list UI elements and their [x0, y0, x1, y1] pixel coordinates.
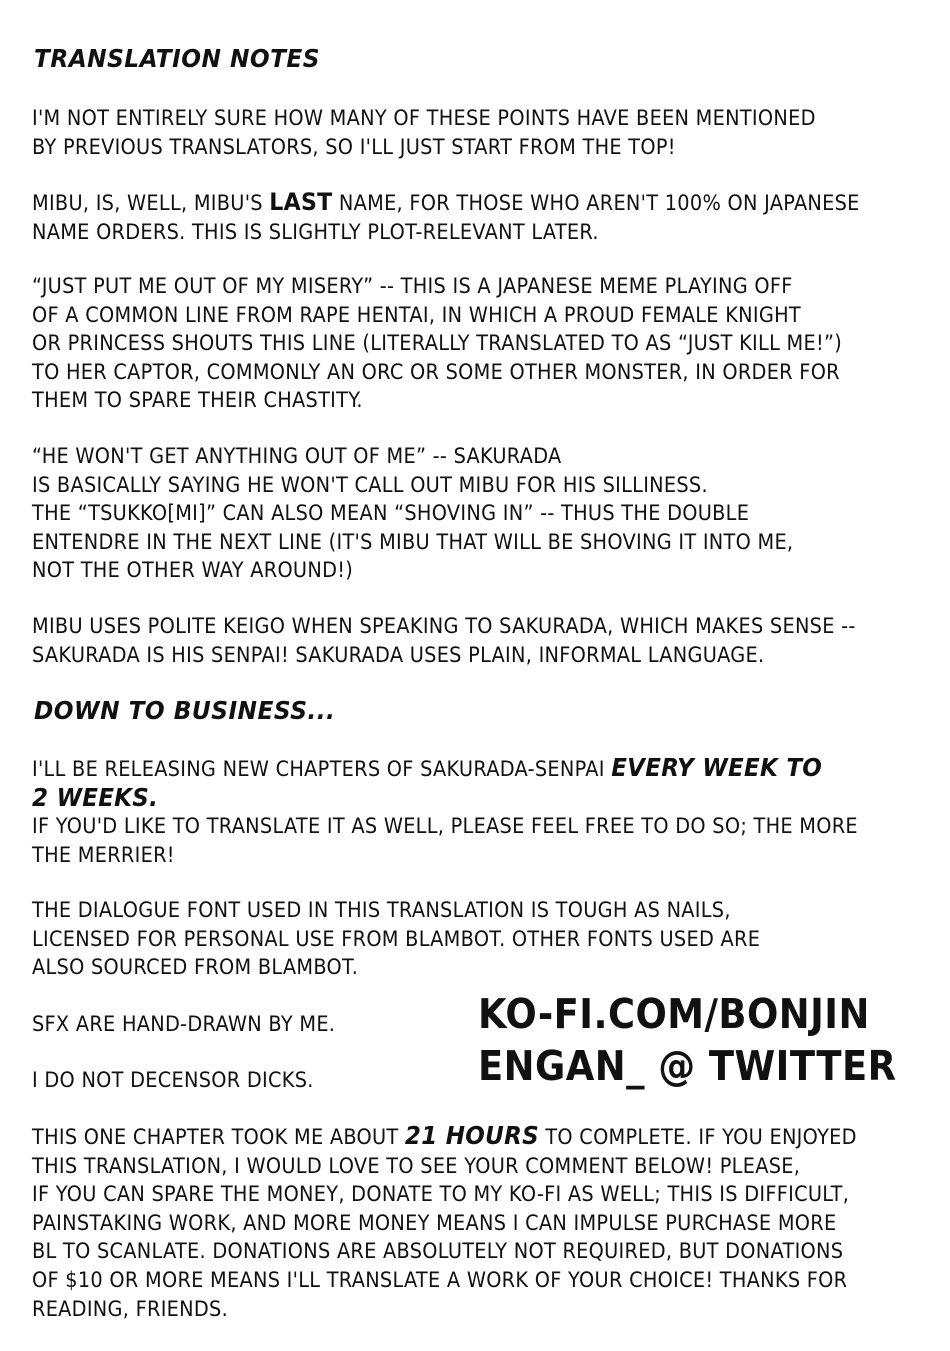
business-paragraph-2 — [32, 896, 760, 982]
text-line: THE MERRIER! — [32, 842, 175, 867]
text-line: THEM TO SPARE THEIR CHASTITY. — [32, 388, 363, 413]
text-line: IF YOU CAN SPARE THE MONEY, DONATE TO MY KO-FI AS WELL; THIS IS DIFFICULT, — [32, 1182, 850, 1207]
text-segment: THIS ONE CHAPTER TOOK ME ABOUT — [32, 1125, 405, 1149]
text-line: IS BASICALLY SAYING HE WON'T CALL OUT MIBU FOR HIS SILLINESS. — [32, 472, 708, 497]
text-line: PAINSTAKING WORK, AND MORE MONEY MEANS I CAN IMPULSE PURCHASE MORE — [32, 1210, 837, 1235]
notes-paragraph-1 — [32, 104, 816, 161]
text-line: OF A COMMON LINE FROM RAPE HENTAI, IN WHICH A PROUD FEMALE KNIGHT — [32, 302, 801, 327]
text-line: TO HER CAPTOR, COMMONLY AN ORC OR SOME OTHER MONSTER, IN ORDER FOR — [32, 359, 840, 384]
business-paragraph-1 — [32, 754, 858, 869]
text-line: THE “TSUKKO[MI]” CAN ALSO MEAN “SHOVING IN” -- THUS THE DOUBLE — [32, 501, 750, 526]
text-line: IF YOU'D LIKE TO TRANSLATE IT AS WELL, PLEASE FEEL FREE TO DO SO; THE MORE — [32, 814, 858, 839]
translation-notes-heading: TRANSLATION NOTES — [34, 44, 320, 73]
text-segment: TO COMPLETE. IF YOU ENJOYED — [538, 1125, 857, 1149]
notes-paragraph-4 — [32, 442, 793, 585]
down-to-business-heading: DOWN TO BUSINESS... — [34, 696, 336, 725]
notes-paragraph-5 — [32, 612, 856, 669]
text-line: SAKURADA IS HIS SENPAI! SAKURADA USES PLAIN, INFORMAL LANGUAGE. — [32, 642, 765, 667]
text-line: ENTENDRE IN THE NEXT LINE (IT'S MIBU THAT WILL BE SHOVING IT INTO ME, — [32, 529, 794, 554]
text-line: “HE WON'T GET ANYTHING OUT OF ME” -- SAKURADA — [32, 444, 562, 468]
text-line — [32, 188, 860, 218]
sfx-note: SFX ARE HAND-DRAWN BY ME. — [32, 1012, 336, 1036]
text-line: ALSO SOURCED FROM BLAMBOT. — [32, 955, 359, 980]
text-line: THIS TRANSLATION, I WOULD LOVE TO SEE YOUR COMMENT BELOW! PLEASE, — [32, 1153, 801, 1178]
emphasis-last: LAST — [269, 188, 333, 216]
text-line: NOT THE OTHER WAY AROUND!) — [32, 558, 354, 583]
text-line: NAME ORDERS. THIS IS SLIGHTLY PLOT-RELEVANT LATER. — [32, 219, 599, 244]
text-segment: MIBU, IS, WELL, MIBU'S — [32, 191, 270, 215]
text-segment: NAME, FOR THOSE WHO AREN'T 100% ON JAPANESE — [332, 191, 860, 215]
text-line: READING, FRIENDS. — [32, 1296, 229, 1321]
text-line: THE DIALOGUE FONT USED IN THIS TRANSLATION IS TOUGH AS NAILS, — [32, 898, 731, 922]
text-line: OR PRINCESS SHOUTS THIS LINE (LITERALLY TRANSLATED TO AS “JUST KILL ME!”) — [32, 331, 843, 356]
text-line — [32, 1122, 857, 1152]
text-line — [32, 754, 858, 784]
kofi-link: KO-FI.COM/BONJIN — [478, 990, 870, 1038]
text-line: “JUST PUT ME OUT OF MY MISERY” -- THIS IS A JAPANESE MEME PLAYING OFF — [32, 274, 793, 298]
text-line: LICENSED FOR PERSONAL USE FROM BLAMBOT. OTHER FONTS USED ARE — [32, 926, 761, 951]
twitter-handle: ENGAN_ @ TWITTER — [478, 1042, 897, 1090]
emphasis-hours: 21 HOURS — [404, 1121, 539, 1150]
text-line: BL TO SCANLATE. DONATIONS ARE ABSOLUTELY NOT REQUIRED, BUT DONATIONS — [32, 1239, 844, 1264]
notes-paragraph-2 — [32, 188, 860, 246]
text-segment: I'LL BE RELEASING NEW CHAPTERS OF SAKURADA-SENPAI — [32, 757, 612, 781]
notes-paragraph-3 — [32, 272, 842, 415]
decensor-note: I DO NOT DECENSOR DICKS. — [32, 1068, 314, 1092]
business-paragraph-3 — [32, 1122, 857, 1323]
text-line: OF $10 OR MORE MEANS I'LL TRANSLATE A WORK OF YOUR CHOICE! THANKS FOR — [32, 1267, 848, 1292]
text-line: I'M NOT ENTIRELY SURE HOW MANY OF THESE POINTS HAVE BEEN MENTIONED — [32, 106, 816, 130]
text-line: MIBU USES POLITE KEIGO WHEN SPEAKING TO SAKURADA, WHICH MAKES SENSE -- — [32, 614, 856, 638]
emphasis-schedule: EVERY WEEK TO — [611, 753, 823, 782]
emphasis-schedule-continued: 2 WEEKS. — [32, 782, 159, 812]
text-line: BY PREVIOUS TRANSLATORS, SO I'LL JUST START FROM THE TOP! — [32, 134, 676, 159]
